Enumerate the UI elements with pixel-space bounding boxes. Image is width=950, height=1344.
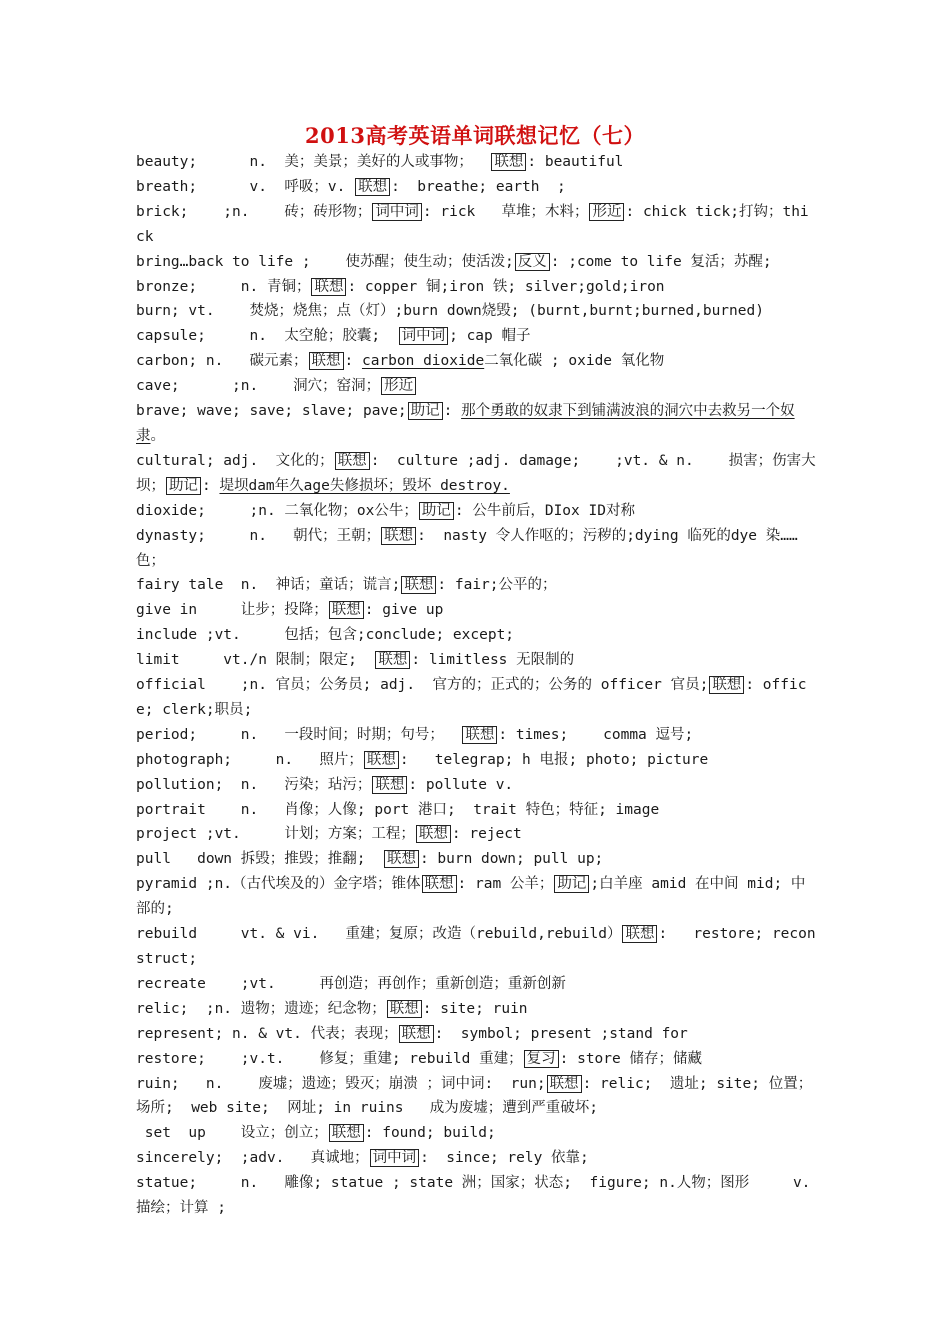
vocab-entry — [136, 847, 816, 872]
entry-text: : copper 铜;iron 铁; silver;gold;iron — [347, 278, 665, 295]
entry-text: : office; clerk;职员; — [136, 677, 807, 718]
entry-text: burn; vt. 焚烧；烧焦；点（灯）;burn down烧毁; (burnt,burnt;burned,burned) — [136, 303, 764, 320]
entry-text: : give up — [364, 602, 444, 619]
entry-text: : burn down; pull up; — [419, 851, 604, 868]
entry-text: dynasty; n. 朝代；王朝； — [136, 527, 381, 544]
entry-text: pyramid ;n.（古代埃及的）金字塔；锥体 — [136, 876, 421, 893]
entry-text: : 公牛前后，DIox ID对称 — [454, 502, 635, 519]
entry-text: : — [443, 403, 462, 420]
vocab-entry — [136, 773, 816, 798]
entry-text: portrait n. 肖像；人像; port 港口; trait 特色；特征; image — [136, 801, 660, 818]
entry-text: : limitless 无限制的 — [411, 652, 575, 669]
entry-text: official ;n. 官员；公务员; adj. 官方的；正式的；公务的 officer 官员; — [136, 677, 709, 694]
vocab-entry — [136, 872, 816, 922]
entry-text: : reject — [451, 826, 522, 843]
boxed-tag: 联想 — [387, 1000, 422, 1018]
entry-text: pull down 拆毁；推毁；推翻; — [136, 851, 383, 868]
vocab-entry — [136, 623, 816, 648]
vocab-entry — [136, 1022, 816, 1047]
vocab-entry — [136, 723, 816, 748]
entry-text: photograph; n. 照片； — [136, 751, 363, 768]
entry-text: : ram 公羊； — [457, 876, 554, 893]
entry-text: : found; build; — [364, 1125, 496, 1142]
vocab-entry — [136, 349, 816, 374]
entry-text: ruin; n. 废墟；遗迹；毁灭；崩溃 ；词中词: run; — [136, 1075, 546, 1092]
entry-text: project ;vt. 计划；方案；工程； — [136, 826, 415, 843]
underlined-text: 堤坝dam年久age失修损坏；毁坏 destroy. — [219, 477, 510, 494]
vocab-entry — [136, 922, 816, 972]
entry-text: 二氧化碳 ; oxide 氧化物 — [484, 353, 665, 370]
entry-text: : relic; 遗址; site; 位置；场所; web site; 网址; in ruins 成为废墟；遭到严重破坏; — [136, 1075, 813, 1117]
entry-text: beauty; n. 美；美景；美好的人或事物； — [136, 154, 491, 170]
boxed-tag: 联想 — [329, 601, 364, 619]
boxed-tag: 联想 — [309, 352, 344, 370]
vocab-entry — [136, 748, 816, 773]
vocab-entry — [136, 324, 816, 349]
vocab-entry — [136, 299, 816, 324]
entry-text: recreate ;vt. 再创造；再创作；重新创造；重新创新 — [136, 975, 566, 992]
entry-text: : — [202, 477, 220, 494]
entry-text: : breathe; earth ; — [391, 178, 566, 195]
vocab-entry — [136, 1047, 816, 1072]
boxed-tag: 联想 — [422, 875, 457, 893]
entry-text: : pollute v. — [408, 776, 514, 793]
vocab-entry — [136, 250, 816, 275]
boxed-tag: 联想 — [372, 776, 407, 794]
vocab-entry — [136, 1146, 816, 1171]
entry-text: cave; ;n. 洞穴；窑洞； — [136, 378, 381, 395]
entry-text: : since; rely 依靠; — [420, 1150, 589, 1167]
entry-text: breath; v. 呼吸；v. — [136, 178, 355, 195]
vocab-entry — [136, 598, 816, 623]
entry-text: ;白羊座 amid 在中间 mid; 中部的; — [136, 876, 806, 918]
page-title: 2013高考英语单词联想记忆（七） — [305, 123, 645, 148]
vocab-entry — [136, 524, 816, 574]
entry-text: rebuild vt. & vi. 重建；复原；改造（rebuild,rebuild） — [136, 926, 622, 943]
entry-text: : site; ruin — [422, 1000, 528, 1017]
boxed-tag: 联想 — [364, 751, 399, 769]
entry-text: carbon; n. 碳元素； — [136, 353, 308, 370]
vocab-entry — [136, 499, 816, 524]
entry-text: brave; wave; save; slave; pave; — [136, 403, 407, 420]
boxed-tag: 助记 — [419, 502, 454, 520]
boxed-tag: 助记 — [166, 477, 201, 495]
vocab-entry — [136, 1121, 816, 1146]
boxed-tag: 联想 — [335, 452, 370, 470]
entry-text: represent; n. & vt. 代表；表现； — [136, 1025, 398, 1042]
boxed-tag: 词中词 — [372, 203, 422, 221]
entry-text: period; n. 一段时间；时期；句号； — [136, 726, 462, 743]
entry-text: capsule; n. 太空舱；胶囊; — [136, 328, 398, 345]
boxed-tag: 联想 — [375, 651, 410, 669]
vocabulary-list — [136, 150, 820, 1221]
entry-text: : store 储存；储藏 — [559, 1050, 702, 1067]
entry-text: bring…back to life ; 使苏醒；使生动；使活泼; — [136, 253, 514, 270]
vocab-entry — [136, 822, 816, 847]
entry-text: sincerely; ;adv. 真诚地； — [136, 1150, 369, 1167]
entry-text: : ;come to life 复活；苏醒; — [550, 253, 772, 270]
underlined-text: 那个勇敢的奴隶下到铺满波浪的洞穴中去救另一个奴隶 — [136, 403, 795, 444]
vocab-entry — [136, 449, 816, 499]
boxed-tag: 联想 — [622, 925, 657, 943]
entry-text: : restore; reconstruct; — [136, 926, 816, 967]
vocab-entry — [136, 573, 816, 598]
boxed-tag: 形近 — [589, 203, 624, 221]
entry-text: dioxide; ;n. 二氧化物；ox公牛； — [136, 502, 418, 519]
vocab-entry — [136, 175, 816, 200]
entry-text: limit vt./n 限制；限定; — [136, 652, 375, 669]
entry-text: pollution; n. 污染；玷污； — [136, 776, 372, 793]
vocab-entry — [136, 150, 816, 175]
underlined-text: carbon dioxide — [361, 353, 485, 370]
vocab-entry — [136, 200, 816, 250]
vocab-entry — [136, 1072, 816, 1122]
boxed-tag: 形近 — [381, 377, 416, 395]
vocab-entry — [136, 673, 816, 723]
boxed-tag: 联想 — [709, 676, 744, 694]
entry-text: brick; ;n. 砖；砖形物； — [136, 203, 372, 220]
entry-text: : times; comma 逗号; — [498, 726, 694, 743]
entry-text: fairy tale n. 神话；童话；谎言; — [136, 577, 401, 594]
vocab-entry — [136, 374, 816, 399]
entry-text: include ;vt. 包括；包含;conclude; except; — [136, 627, 515, 644]
vocab-entry — [136, 399, 816, 449]
entry-text: : — [344, 353, 362, 370]
entry-text: statue; n. 雕像; statue ; state 洲；国家；状态; figure; n.人物；图形 v. 描绘；计算 ; — [136, 1175, 820, 1217]
boxed-tag: 词中词 — [399, 327, 449, 345]
entry-text: relic; ;n. 遗物；遗迹；纪念物； — [136, 1000, 386, 1017]
entry-text: 。 — [150, 427, 165, 444]
entry-text: : nasty 令人作呕的；污秽的;dying 临死的dye 染……色； — [136, 527, 798, 569]
boxed-tag: 复习 — [524, 1050, 559, 1068]
boxed-tag: 助记 — [408, 402, 443, 420]
entry-text: bronze; n. 青铜； — [136, 278, 311, 295]
entry-text: : chick tick;打钩；thick — [136, 203, 809, 245]
boxed-tag: 联想 — [384, 850, 419, 868]
boxed-tag: 联想 — [355, 178, 390, 196]
boxed-tag: 联想 — [399, 1025, 434, 1043]
boxed-tag: 联想 — [311, 278, 346, 296]
boxed-tag: 联想 — [401, 576, 436, 594]
entry-text: ; cap 帽子 — [449, 328, 531, 345]
boxed-tag: 联想 — [329, 1124, 364, 1142]
entry-text: : symbol; present ;stand for — [434, 1025, 688, 1042]
vocab-entry — [136, 997, 816, 1022]
vocab-entry — [136, 972, 816, 997]
entry-text: give in 让步；投降； — [136, 602, 328, 619]
boxed-tag: 词中词 — [370, 1149, 420, 1167]
boxed-tag: 联想 — [491, 153, 526, 171]
entry-text: restore; ;v.t. 修复；重建; rebuild 重建； — [136, 1050, 523, 1067]
vocab-entry — [136, 275, 816, 300]
boxed-tag: 反义 — [515, 253, 550, 271]
boxed-tag: 联想 — [381, 527, 416, 545]
entry-text: : fair;公平的； — [437, 577, 557, 594]
boxed-tag: 助记 — [554, 875, 589, 893]
vocab-entry — [136, 798, 816, 823]
entry-text: : beautiful — [527, 154, 624, 170]
boxed-tag: 联想 — [416, 825, 451, 843]
entry-text: : telegrap; h 电报; photo; picture — [399, 751, 709, 768]
entry-text: set up 设立；创立； — [136, 1125, 328, 1142]
vocab-entry — [136, 1171, 820, 1221]
boxed-tag: 联想 — [547, 1075, 582, 1093]
vocab-entry — [136, 648, 816, 673]
entry-text: : rick 草堆；木料； — [422, 203, 589, 220]
entry-text: cultural; adj. 文化的； — [136, 452, 334, 469]
boxed-tag: 联想 — [462, 726, 497, 744]
entry-text: : culture ;adj. damage; ;vt. & n. 损害；伤害大坝； — [136, 452, 816, 494]
